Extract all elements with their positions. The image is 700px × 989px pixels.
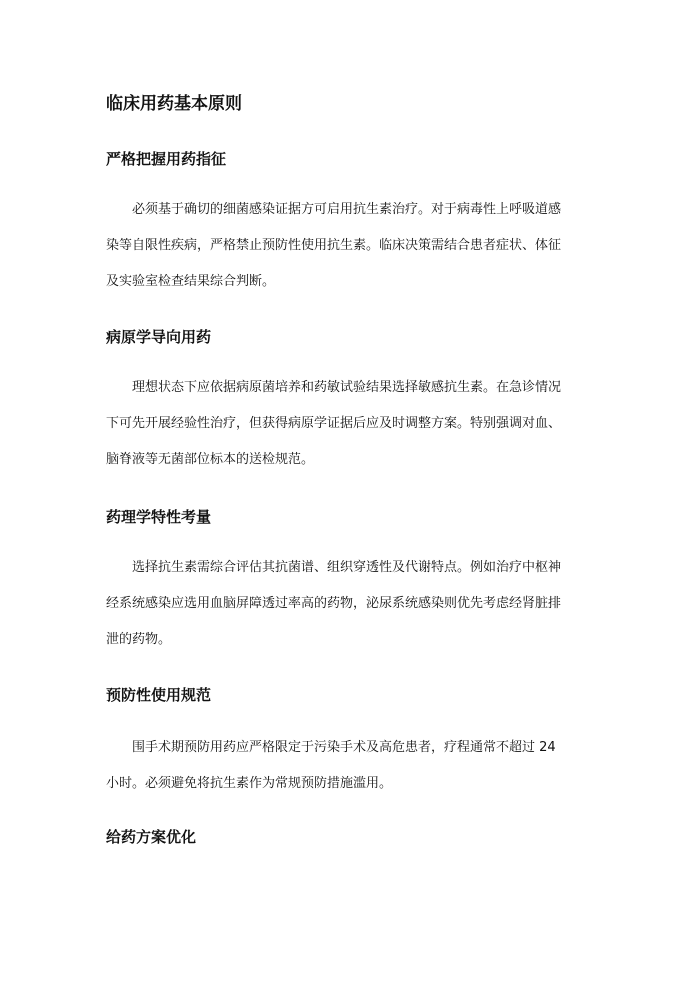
paragraph-line: 必须基于确切的细菌感染证据方可启用抗生素治疗。对于病毒性上呼吸道感 [132, 202, 562, 217]
section-paragraph-prophylaxis [106, 730, 606, 802]
section-heading-dosing: 给药方案优化 [106, 828, 197, 846]
paragraph-line: 选择抗生素需综合评估其抗菌谱、组织穿透性及代谢特点。例如治疗中枢神 [132, 560, 562, 575]
paragraph-line: 泄的药物。 [106, 632, 172, 647]
paragraph-line: 染等自限性疾病，严格禁止预防性使用抗生素。临床决策需结合患者症状、体征 [106, 238, 562, 253]
section-paragraph-pharmacology [106, 550, 606, 658]
paragraph-line: 经系统感染应选用血脑屏障透过率高的药物，泌尿系统感染则优先考虑经肾脏排 [106, 596, 562, 611]
paragraph-line: 及实验室检查结果综合判断。 [106, 274, 276, 289]
section-heading-indication: 严格把握用药指征 [106, 150, 227, 168]
paragraph-line: 脑脊液等无菌部位标本的送检规范。 [106, 452, 315, 467]
section-heading-pharmacology: 药理学特性考量 [106, 508, 212, 526]
paragraph-line: 理想状态下应依据病原菌培养和药敏试验结果选择敏感抗生素。在急诊情况 [132, 380, 562, 395]
section-heading-etiology: 病原学导向用药 [106, 328, 212, 346]
paragraph-line: 下可先开展经验性治疗，但获得病原学证据后应及时调整方案。特别强调对血、 [106, 416, 562, 431]
section-paragraph-etiology [106, 370, 606, 478]
paragraph-line: 小时。必须避免将抗生素作为常规预防措施滥用。 [106, 776, 393, 791]
page-title: 临床用药基本原则 [106, 94, 242, 114]
section-heading-prophylaxis: 预防性使用规范 [106, 686, 212, 704]
paragraph-line: 围手术期预防用药应严格限定于污染手术及高危患者，疗程通常不超过 24 [132, 740, 556, 755]
section-paragraph-indication [106, 192, 606, 300]
